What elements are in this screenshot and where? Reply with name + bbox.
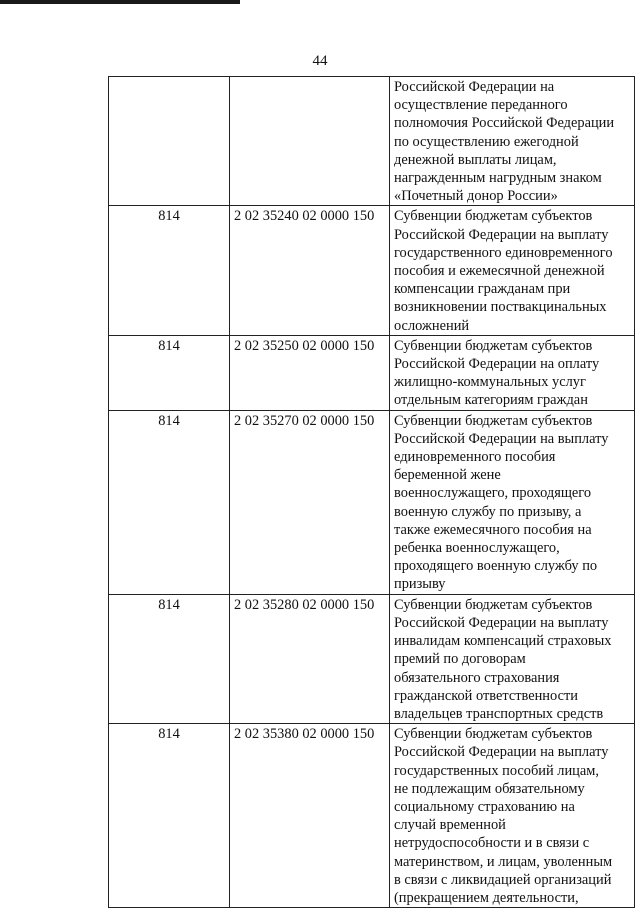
description-line: гражданской ответственности bbox=[394, 687, 578, 704]
description-line: Субвенции бюджетам субъектов bbox=[394, 596, 593, 613]
description-line: обязательного страхования bbox=[394, 669, 560, 686]
budget-code-cell: 2 02 35380 02 0000 150 bbox=[230, 724, 390, 908]
description-line: государственного единовременного bbox=[394, 244, 613, 261]
budget-codes-table bbox=[108, 76, 635, 908]
description-line: проходящего военную службу по bbox=[394, 558, 598, 575]
admin-code-cell: 814 bbox=[109, 410, 230, 594]
description-line: Российской Федерации на выплату bbox=[394, 430, 609, 447]
scan-edge-mark bbox=[0, 0, 240, 4]
description-line: пособия и ежемесячной денежной bbox=[394, 263, 605, 280]
page-number: 44 bbox=[312, 53, 328, 69]
admin-code-cell: 814 bbox=[109, 724, 230, 908]
description-line: Субвенции бюджетам субъектов bbox=[394, 412, 593, 429]
description-line: денежной выплаты лицам, bbox=[394, 151, 557, 168]
description-line: премий по договорам bbox=[394, 651, 526, 668]
description-line: осуществление переданного bbox=[394, 97, 568, 114]
description-line: осложнений bbox=[394, 317, 470, 334]
description-line: нетрудоспособности и в связи с bbox=[394, 835, 590, 852]
description-line: компенсации гражданам при bbox=[394, 281, 571, 298]
budget-code-cell: 2 02 35250 02 0000 150 bbox=[230, 335, 390, 410]
description-line: «Почетный донор России» bbox=[394, 188, 558, 205]
table-row bbox=[109, 724, 635, 908]
budget-code-cell: 2 02 35240 02 0000 150 bbox=[230, 206, 390, 335]
description-line: отдельным категориям граждан bbox=[394, 392, 588, 409]
description-line: полномочия Российской Федерации bbox=[394, 115, 615, 132]
description-cell bbox=[390, 594, 635, 723]
table-row bbox=[109, 77, 635, 206]
description-line: беременной жене bbox=[394, 467, 501, 484]
description-line: ребенка военнослужащего, bbox=[394, 540, 560, 557]
description-line: случай временной bbox=[394, 817, 506, 834]
admin-code-cell bbox=[109, 77, 230, 206]
description-line: не подлежащим обязательному bbox=[394, 780, 585, 797]
budget-code-cell: 2 02 35270 02 0000 150 bbox=[230, 410, 390, 594]
description-line: (прекращением деятельности, bbox=[394, 889, 579, 906]
description-line: социальному страхованию на bbox=[394, 798, 575, 815]
table-row bbox=[109, 206, 635, 335]
description-line: в связи с ликвидацией организаций bbox=[394, 871, 612, 888]
description-line: государственных пособий лицам, bbox=[394, 762, 599, 779]
description-line: единовременного пособия bbox=[394, 449, 556, 466]
description-cell bbox=[390, 410, 635, 594]
description-cell bbox=[390, 335, 635, 410]
description-cell bbox=[390, 724, 635, 908]
table-row bbox=[109, 594, 635, 723]
table-row bbox=[109, 335, 635, 410]
description-line: по осуществлению ежегодной bbox=[394, 133, 579, 150]
description-line: возникновении поствакцинальных bbox=[394, 299, 607, 316]
description-line: Российской Федерации на выплату bbox=[394, 226, 609, 243]
admin-code-cell: 814 bbox=[109, 594, 230, 723]
budget-code-cell bbox=[230, 77, 390, 206]
description-line: военнослужащего, проходящего bbox=[394, 485, 592, 502]
table-body bbox=[109, 77, 635, 908]
description-line: Российской Федерации на оплату bbox=[394, 356, 600, 373]
description-cell bbox=[390, 206, 635, 335]
description-line: Субвенции бюджетам субъектов bbox=[394, 337, 593, 354]
table-row bbox=[109, 410, 635, 594]
description-line: призыву bbox=[394, 576, 446, 593]
description-line: также ежемесячного пособия на bbox=[394, 521, 592, 538]
description-line: Российской Федерации на bbox=[394, 79, 555, 95]
description-line: военную службу по призыву, а bbox=[394, 503, 582, 520]
description-line: Субвенции бюджетам субъектов bbox=[394, 208, 593, 225]
admin-code-cell: 814 bbox=[109, 335, 230, 410]
description-line: материнством, и лицам, уволенным bbox=[394, 853, 613, 870]
budget-code-cell: 2 02 35280 02 0000 150 bbox=[230, 594, 390, 723]
description-cell bbox=[390, 77, 635, 206]
admin-code-cell: 814 bbox=[109, 206, 230, 335]
description-line: Субвенции бюджетам субъектов bbox=[394, 726, 593, 743]
description-line: инвалидам компенсаций страховых bbox=[394, 633, 612, 650]
description-line: Российской Федерации на выплату bbox=[394, 744, 609, 761]
description-line: Российской Федерации на выплату bbox=[394, 614, 609, 631]
description-line: награжденным нагрудным знаком bbox=[394, 170, 602, 187]
description-line: жилищно-коммунальных услуг bbox=[394, 374, 586, 391]
description-line: владельцев транспортных средств bbox=[394, 705, 604, 722]
